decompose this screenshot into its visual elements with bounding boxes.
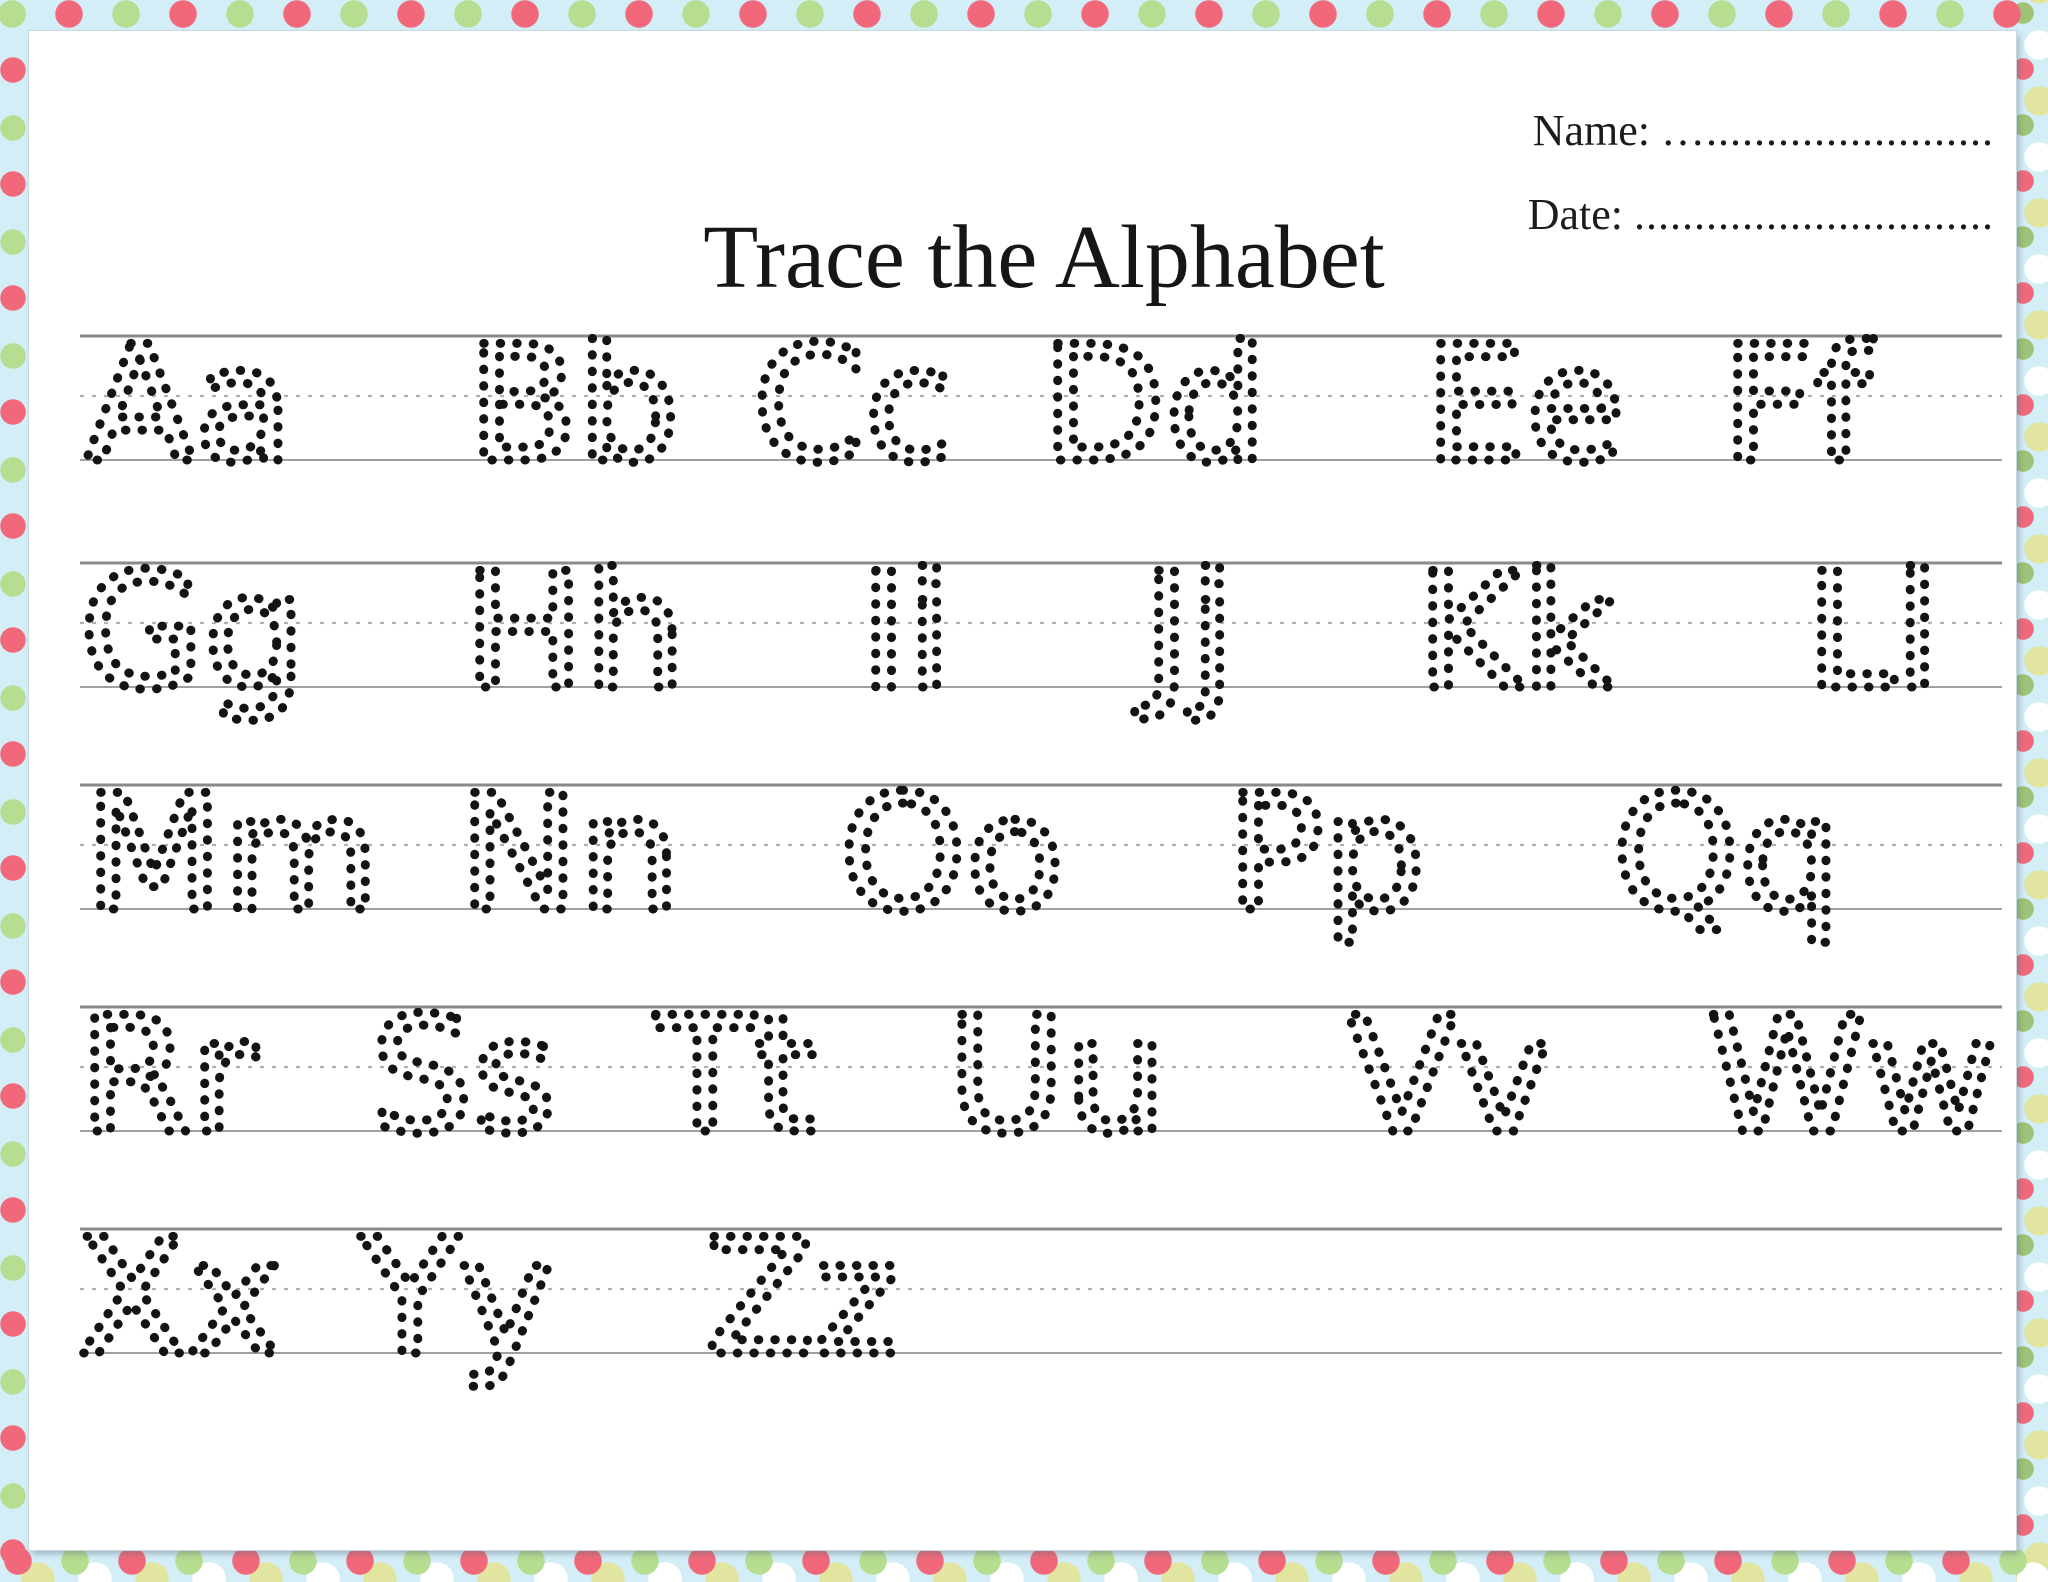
trace-letter-pair-Mm: Mm	[85, 783, 379, 947]
trace-letter-pair-Uu: Uu	[948, 1005, 1167, 1169]
trace-letter-pair-Kk: Kk	[1417, 561, 1615, 725]
trace-letter-pair-Xx: Xx	[77, 1227, 282, 1391]
polka-dot-border-left	[0, 0, 29, 1582]
name-fill-line: …........................	[1661, 106, 1994, 155]
trace-letter-pair-Jj: Jj	[1143, 561, 1235, 725]
name-row	[1528, 89, 1994, 173]
trace-row	[69, 783, 2009, 1015]
trace-letter-pair-Ff: Ff	[1722, 334, 1871, 498]
trace-letter-pair-Ww: Ww	[1708, 1005, 1998, 1169]
trace-letter-pair-Qq: Qq	[1613, 783, 1841, 947]
date-fill-line: ..............................	[1634, 190, 1994, 239]
trace-letter-pair-Tt: Tt	[656, 1005, 817, 1169]
trace-letter-pair-Yy: Yy	[361, 1227, 554, 1391]
trace-letter-pair-Gg: Gg	[80, 561, 306, 725]
trace-letter-pair-Ll: Ll	[1806, 561, 1940, 725]
trace-letter-pair-Bb: Bb	[468, 334, 680, 498]
trace-letter-pair-Ii: Ii	[860, 561, 952, 725]
worksheet-page	[29, 31, 2016, 1550]
page-title: Trace the Alphabet	[703, 208, 1385, 307]
polka-dot-border-top	[0, 0, 2048, 31]
trace-letter-pair-Vv: Vv	[1347, 1005, 1552, 1169]
trace-letter-pair-Zz: Zz	[705, 1227, 899, 1391]
polka-dot-border-right	[2016, 0, 2048, 1582]
date-label: Date:	[1527, 190, 1623, 239]
name-label: Name:	[1532, 106, 1650, 155]
trace-letter-pair-Pp: Pp	[1227, 783, 1426, 947]
trace-letter-pair-Ee: Ee	[1425, 334, 1625, 498]
trace-letter-pair-Hh: Hh	[464, 561, 686, 725]
trace-letter-pair-Nn: Nn	[459, 783, 681, 947]
trace-letter-pair-Aa: Aa	[85, 334, 293, 498]
trace-row	[69, 1227, 2009, 1459]
trace-row	[69, 1005, 2009, 1237]
trace-letter-pair-Rr: Rr	[79, 1005, 256, 1169]
trace-letter-pair-Cc: Cc	[753, 334, 953, 498]
polka-dot-border-bottom	[0, 1550, 2048, 1582]
trace-letter-pair-Ss: Ss	[371, 1005, 556, 1169]
trace-letter-pair-Oo: Oo	[840, 783, 1064, 947]
trace-letter-pair-Dd: Dd	[1042, 334, 1267, 498]
trace-row	[69, 561, 2009, 793]
trace-row	[69, 334, 2009, 566]
